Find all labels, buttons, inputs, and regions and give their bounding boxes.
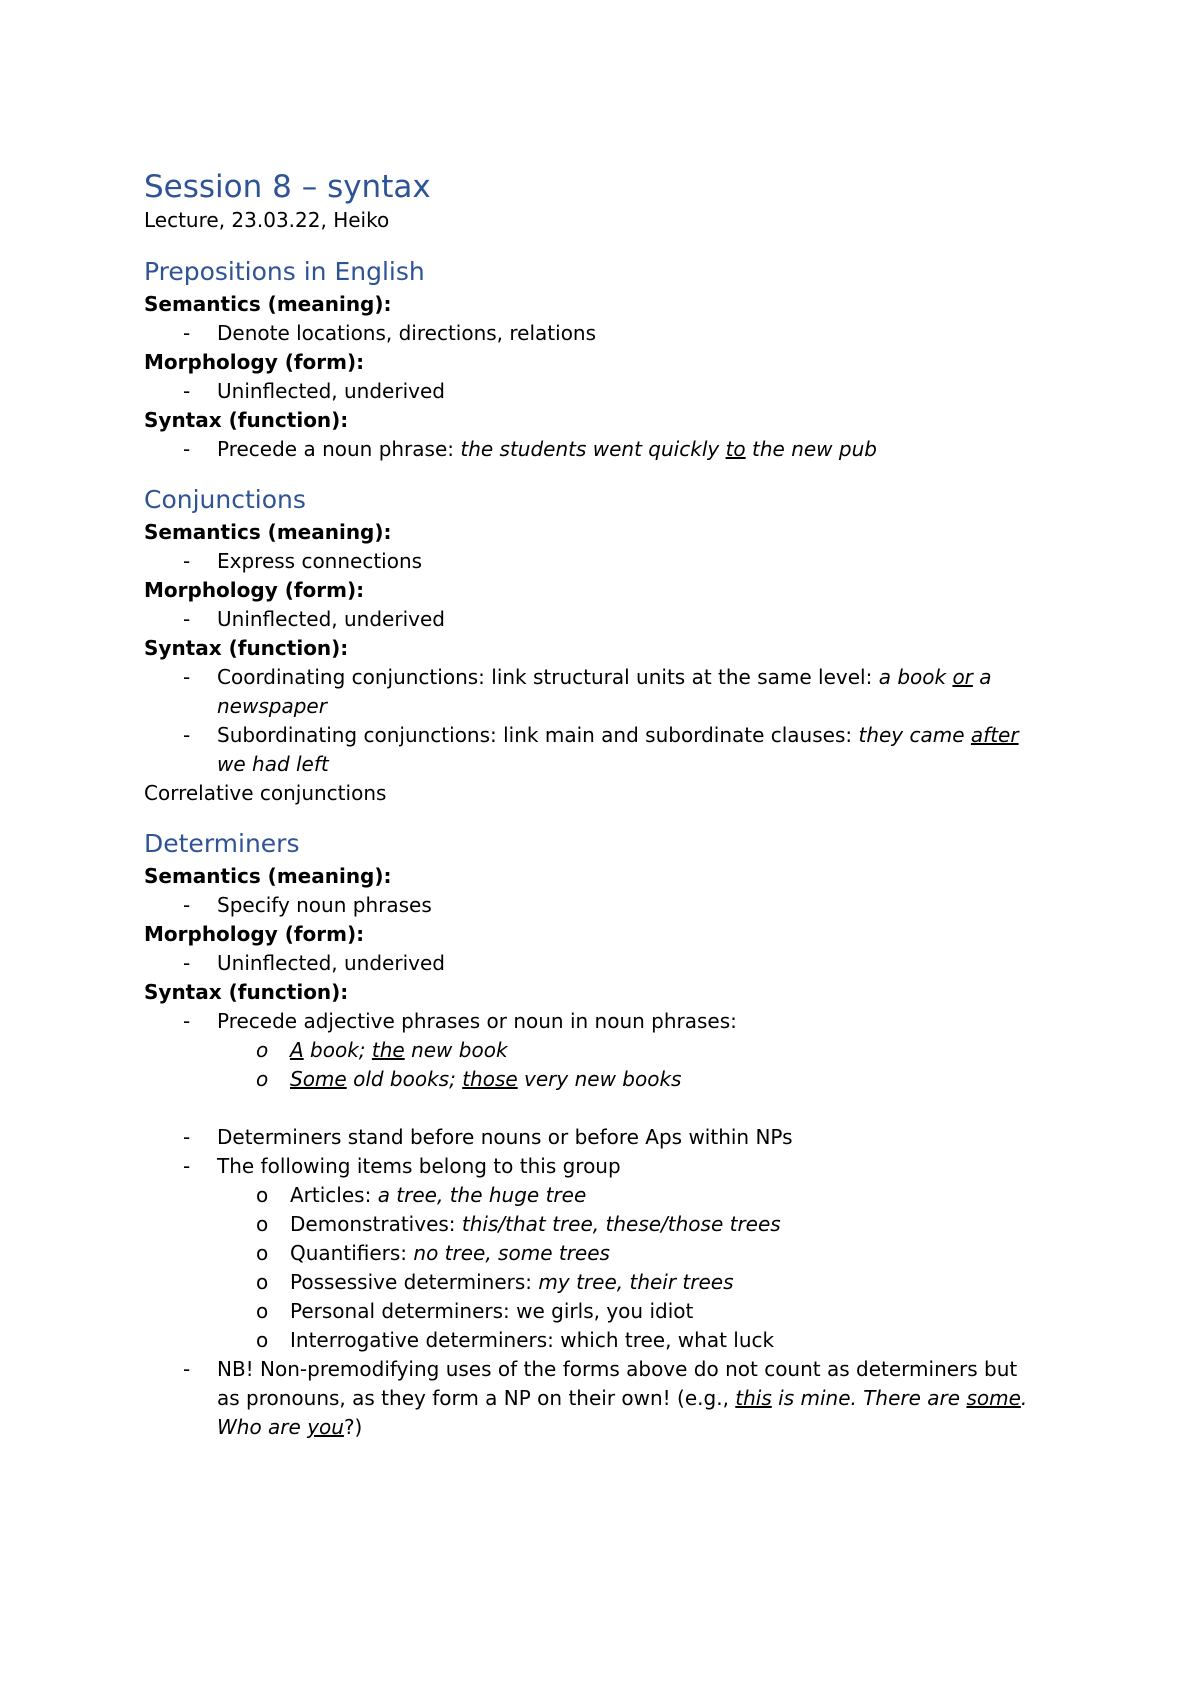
group-label: Articles:	[290, 1183, 378, 1207]
example-underlined: the	[371, 1038, 405, 1062]
example-text: a newspaper	[217, 665, 992, 718]
list-item: - Uninflected, underived	[144, 605, 1044, 634]
example-underlined: some	[966, 1386, 1021, 1410]
heading-conjunctions: Conjunctions	[144, 485, 306, 514]
conj-syntax-label: Syntax (function):	[144, 636, 349, 660]
example-text: very new books	[517, 1067, 682, 1091]
page-subtitle: Lecture, 23.03.22, Heiko	[144, 208, 390, 232]
nb-text: NB! Non-premodifying uses of the forms above do not count as determiners but as pronouns, as they form a NP on their own! (e.g.,	[217, 1357, 1018, 1410]
det-syntax-list	[144, 1007, 1044, 1036]
list-item	[144, 1210, 1044, 1239]
example-text: we had left	[217, 752, 329, 776]
prep-syntax-label: Syntax (function):	[144, 408, 349, 432]
det-group-list	[144, 1181, 1044, 1355]
heading-prepositions: Prepositions in English	[144, 257, 425, 286]
example-text: . Who are	[217, 1386, 1028, 1439]
example-underlined: Some	[290, 1067, 347, 1091]
group-label: Quantifiers:	[290, 1241, 414, 1265]
list-item	[144, 721, 1044, 779]
example-underlined: A	[290, 1038, 304, 1062]
list-item: - Express connections	[144, 547, 1044, 576]
group-example: this/that tree, these/those trees	[461, 1212, 781, 1236]
group-example: we girls, you idiot	[516, 1299, 694, 1323]
group-example: which tree, what luck	[560, 1328, 775, 1352]
prep-semantics-list	[144, 319, 1044, 348]
prep-morphology-list	[144, 377, 1044, 406]
conj-morphology-label: Morphology (form):	[144, 578, 365, 602]
group-label: Demonstratives:	[290, 1212, 462, 1236]
spacer	[144, 1094, 1044, 1123]
conj-morphology-list	[144, 605, 1044, 634]
list-item	[144, 1181, 1044, 1210]
item-text: Precede a noun phrase:	[217, 437, 461, 461]
list-item: - Denote locations, directions, relations	[144, 319, 1044, 348]
item-text: Subordinating conjunctions: link main and subordinate clauses:	[217, 723, 859, 747]
example-text: old books;	[346, 1067, 463, 1091]
list-item: - Precede adjective phrases or noun in noun phrases:	[144, 1007, 1044, 1036]
list-item: - Uninflected, underived	[144, 377, 1044, 406]
page-title: Session 8 – syntax	[144, 169, 431, 205]
list-item	[144, 1297, 1044, 1326]
list-item	[144, 1268, 1044, 1297]
list-item: - Uninflected, underived	[144, 949, 1044, 978]
det-semantics-label: Semantics (meaning):	[144, 864, 392, 888]
prep-syntax-list	[144, 435, 1044, 464]
det-morphology-label: Morphology (form):	[144, 922, 365, 946]
list-item: - Determiners stand before nouns or before Aps within NPs	[144, 1123, 1044, 1152]
group-label: Interrogative determiners:	[290, 1328, 561, 1352]
example-text: the students went quickly	[460, 437, 726, 461]
det-nb-list	[144, 1355, 1044, 1442]
group-example: a tree, the huge tree	[377, 1183, 587, 1207]
group-example: my tree, their trees	[538, 1270, 734, 1294]
det-examples-list	[144, 1036, 1044, 1094]
group-label: Personal determiners:	[290, 1299, 517, 1323]
group-example: no tree, some trees	[413, 1241, 610, 1265]
item-text: Coordinating conjunctions: link structural units at the same level:	[217, 665, 879, 689]
example-underlined: you	[307, 1415, 344, 1439]
nb-text: ?)	[343, 1415, 363, 1439]
list-item	[144, 1355, 1044, 1442]
conj-syntax-list	[144, 663, 1044, 779]
det-syntax-label: Syntax (function):	[144, 980, 349, 1004]
list-item	[144, 1065, 1044, 1094]
prep-morphology-label: Morphology (form):	[144, 350, 365, 374]
det-semantics-list	[144, 891, 1044, 920]
example-underlined: those	[462, 1067, 518, 1091]
prep-semantics-label: Semantics (meaning):	[144, 292, 392, 316]
example-underlined: after	[970, 723, 1019, 747]
conj-semantics-list	[144, 547, 1044, 576]
example-underlined: this	[735, 1386, 772, 1410]
heading-determiners: Determiners	[144, 829, 300, 858]
example-underlined: or	[952, 665, 973, 689]
list-item	[144, 1239, 1044, 1268]
example-text: a book	[878, 665, 953, 689]
list-item	[144, 1036, 1044, 1065]
example-text: book;	[303, 1038, 372, 1062]
document-content	[144, 168, 1044, 1442]
list-item: - The following items belong to this group	[144, 1152, 1044, 1181]
list-item	[144, 663, 1044, 721]
conj-semantics-label: Semantics (meaning):	[144, 520, 392, 544]
example-text: the new pub	[745, 437, 877, 461]
list-item	[144, 1326, 1044, 1355]
group-label: Possessive determiners:	[290, 1270, 539, 1294]
det-morphology-list	[144, 949, 1044, 978]
list-item: - Specify noun phrases	[144, 891, 1044, 920]
example-text: is mine. There are	[771, 1386, 967, 1410]
correlative-conjunctions: Correlative conjunctions	[144, 781, 387, 805]
example-underlined: to	[725, 437, 746, 461]
det-notes-list	[144, 1123, 1044, 1181]
example-text: they came	[858, 723, 971, 747]
example-text: new book	[404, 1038, 508, 1062]
list-item	[144, 435, 1044, 464]
